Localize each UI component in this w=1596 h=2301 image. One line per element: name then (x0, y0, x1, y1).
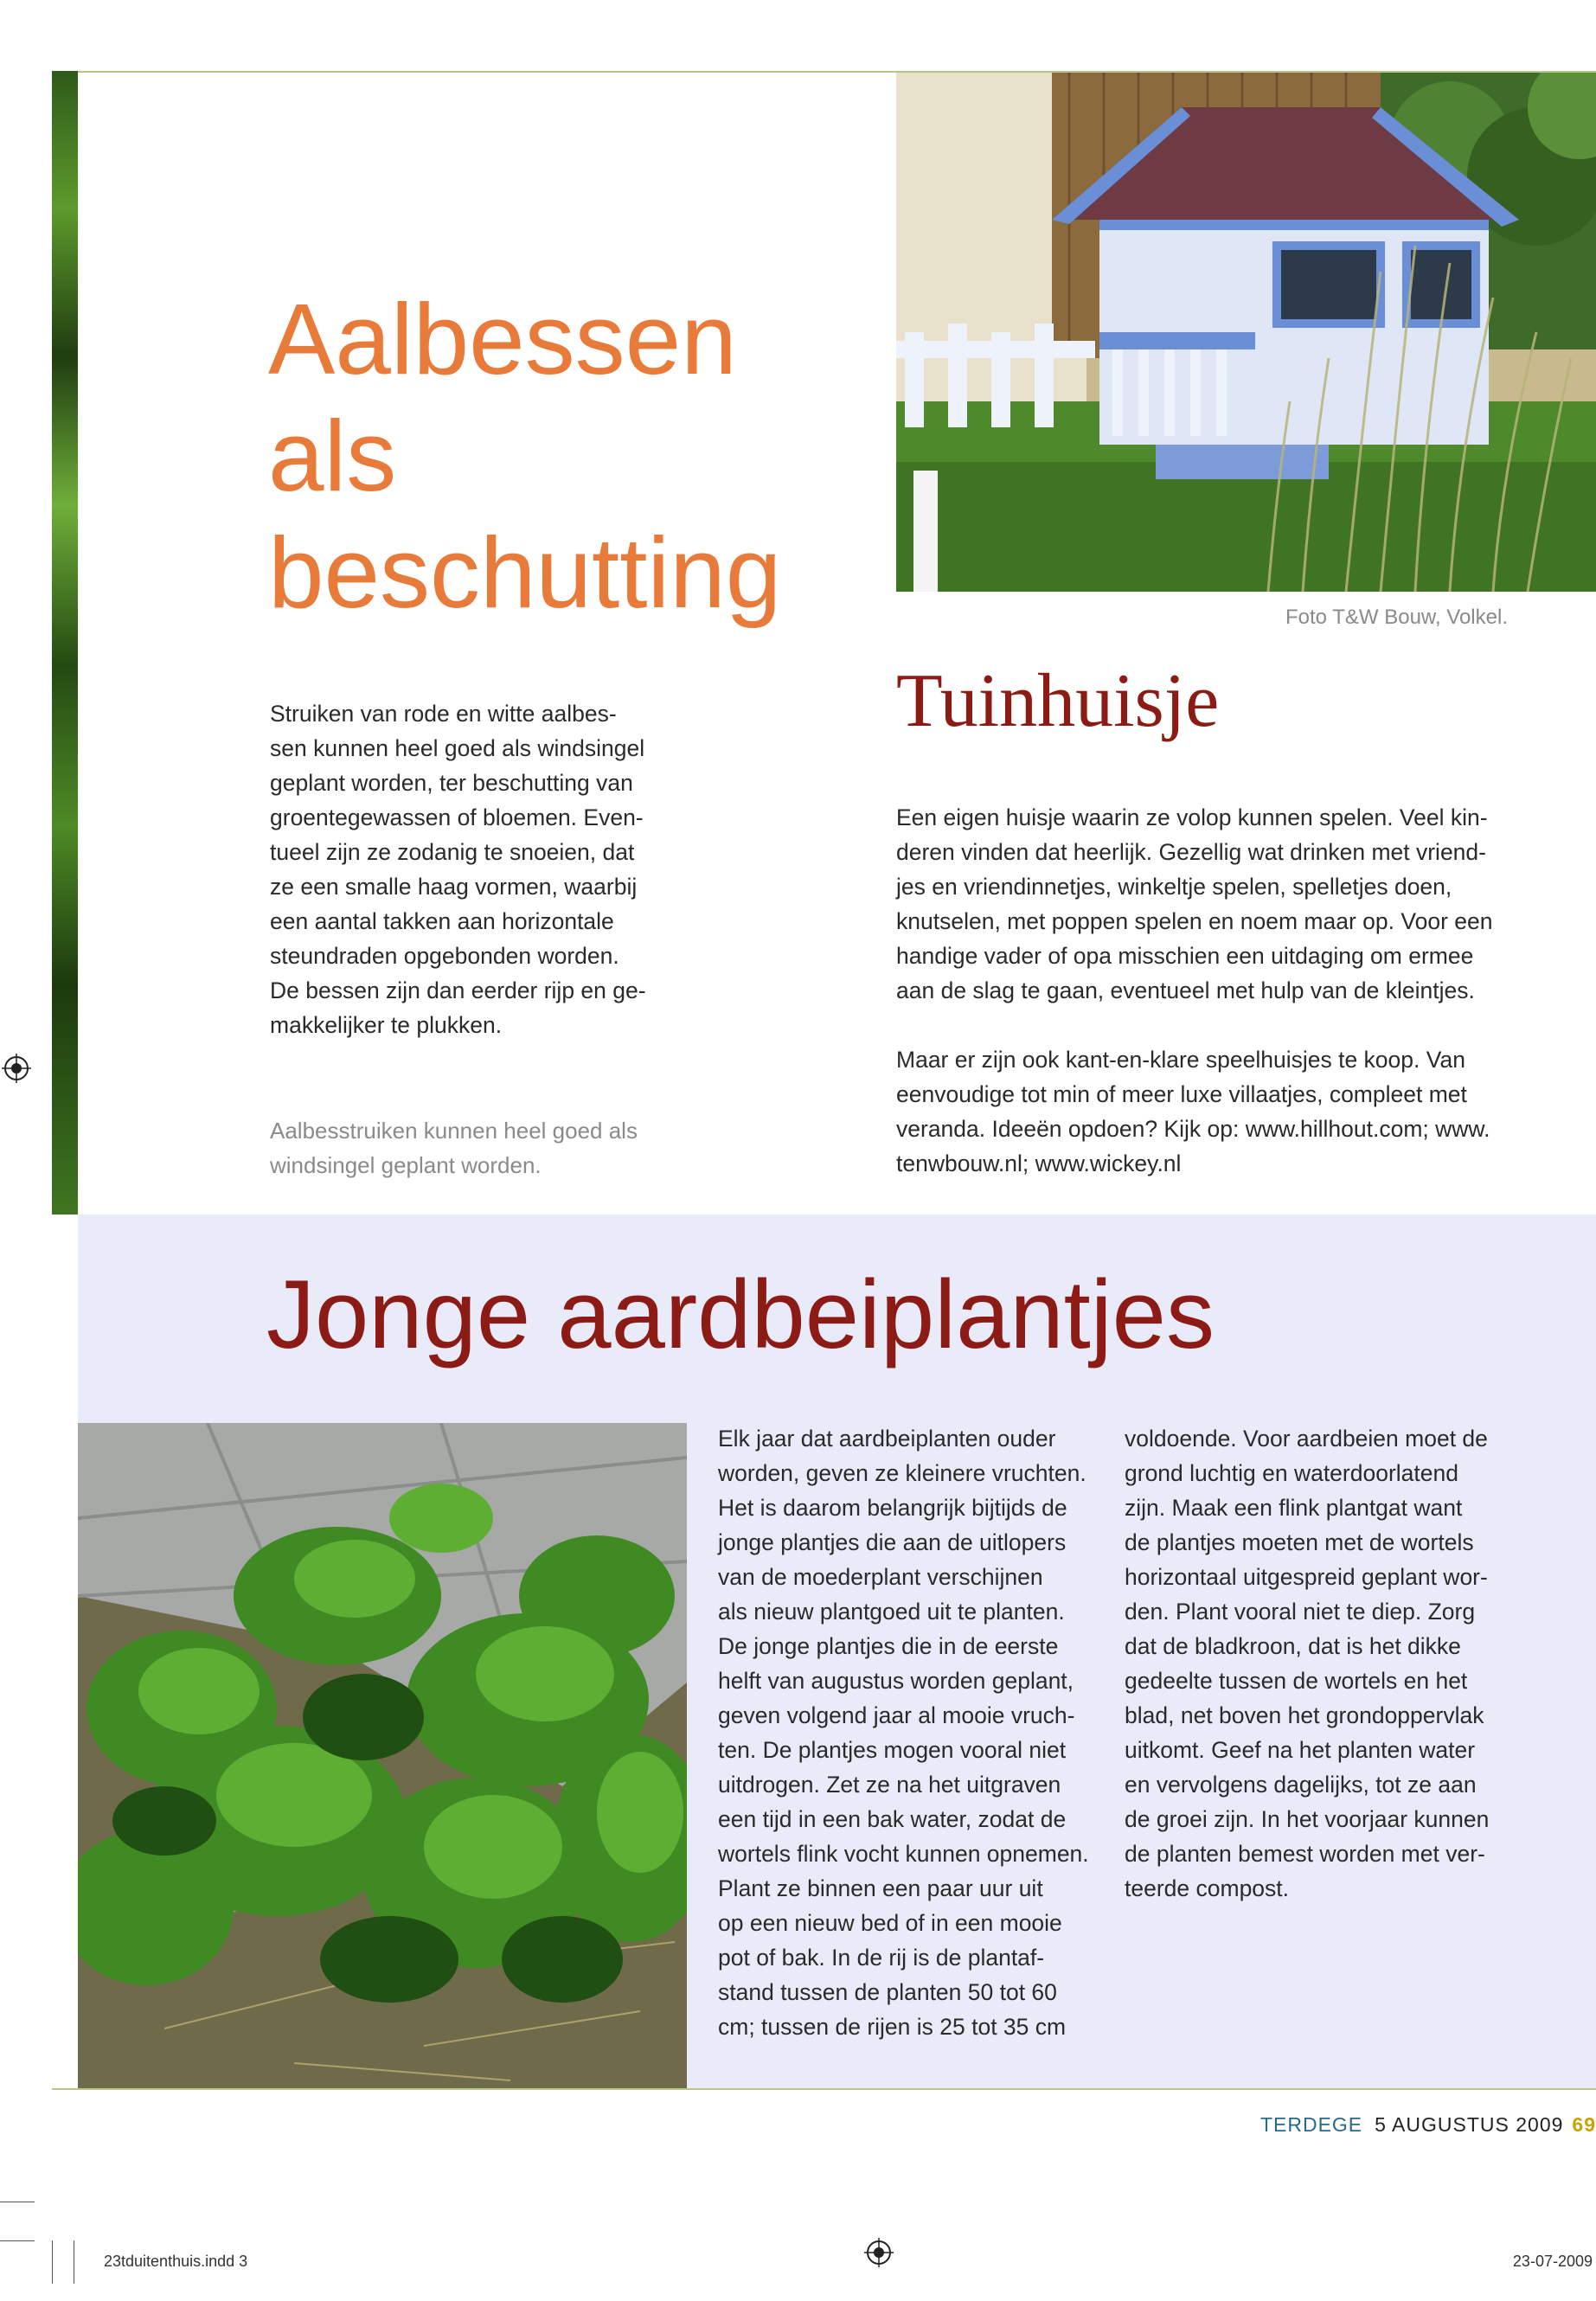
text-line: pot of bak. In de rij is de plantaf- (718, 1945, 1045, 1971)
issue-date: 5 AUGUSTUS 2009 (1375, 2113, 1564, 2136)
text-line: makkelijker te plukken. (270, 1012, 503, 1038)
crop-mark (52, 2240, 53, 2284)
text-line: geplant worden, ter beschutting van (270, 770, 633, 796)
title-line: als (268, 400, 397, 512)
text-line: en vervolgens dagelijks, tot ze aan (1125, 1772, 1477, 1798)
photo-credit: Foto T&W Bouw, Volkel. (1285, 606, 1508, 629)
aardbei-title: Jonge aardbeiplantjes (266, 1260, 1215, 1368)
aalbessen-body (270, 696, 668, 1042)
text-line: voldoende. Voor aardbeien moet de (1125, 1426, 1488, 1452)
aalbessen-title (268, 281, 856, 631)
text-line: De jonge plantjes die in de eerste (718, 1633, 1059, 1659)
page-number: 69 (1572, 2113, 1596, 2136)
paragraph (896, 800, 1519, 1008)
text-line: jonge plantjes die aan de uitlopers (718, 1529, 1067, 1555)
aardbei-column-2 (1125, 1421, 1505, 1906)
text-line: knutselen, met poppen spelen en noem maar op. Voor een (896, 908, 1493, 934)
caption-line: windsingel geplant worden. (270, 1152, 542, 1178)
text-line: van de moederplant verschijnen (718, 1564, 1043, 1590)
playhouse-photo (896, 73, 1596, 592)
tuinhuisje-body (896, 800, 1519, 1215)
paragraph (896, 1042, 1519, 1181)
text-line: uitkomt. Geef na het planten water (1125, 1737, 1476, 1763)
text-line: de planten bemest worden met ver- (1125, 1841, 1485, 1867)
text-line: cm; tussen de rijen is 25 tot 35 cm (718, 2014, 1067, 2040)
text-line: jes en vriendinnetjes, winkeltje spelen, spelletjes doen, (896, 874, 1452, 900)
text-line: worden, geven ze kleinere vruchten. (718, 1460, 1086, 1486)
text-line: uitdrogen. Zet ze na het uitgraven (718, 1772, 1061, 1798)
text-line: ten. De plantjes mogen vooral niet (718, 1737, 1067, 1763)
text-line: een aantal takken aan horizontale (270, 908, 614, 934)
text-line: steundraden opgebonden worden. (270, 943, 619, 969)
title-line: beschutting (268, 516, 782, 629)
text-line: als nieuw plantgoed uit te planten. (718, 1599, 1065, 1625)
text-line: de plantjes moeten met de wortels (1125, 1529, 1474, 1555)
text-line: helft van augustus worden geplant, (718, 1668, 1074, 1694)
text-line: sen kunnen heel goed als windsingel (270, 735, 645, 761)
text-line: horizontaal uitgespreid geplant wor- (1125, 1564, 1488, 1590)
text-line: groentegewassen of bloemen. Even- (270, 804, 644, 830)
text-line: grond luchtig en waterdoorlatend (1125, 1460, 1458, 1486)
text-line: ze een smalle haag vormen, waarbij (270, 874, 638, 900)
text-line: Struiken van rode en witte aalbes- (270, 701, 617, 727)
text-line: Elk jaar dat aardbeiplanten ouder (718, 1426, 1056, 1452)
left-photo-strip (52, 71, 78, 1215)
crop-mark (0, 2240, 35, 2241)
text-line: handige vader of opa misschien een uitdaging om ermee (896, 943, 1474, 969)
text-line: zijn. Maak een flink plantgat want (1125, 1495, 1463, 1521)
page-footer (1260, 2113, 1596, 2137)
text-line: veranda. Ideeën opdoen? Kijk op: www.hillhout.com; www. (896, 1116, 1490, 1142)
text-line: stand tussen de planten 50 tot 60 (718, 1979, 1057, 2005)
bottom-rule (52, 2088, 1596, 2090)
slug-date: 23-07-2009 (1512, 2253, 1593, 2270)
registration-mark-icon (2, 1054, 31, 1083)
aardbei-column-1 (718, 1421, 1099, 2044)
text-line: wortels flink vocht kunnen opnemen. (718, 1841, 1089, 1867)
text-line: Plant ze binnen een paar uur uit (718, 1875, 1043, 1901)
magazine-brand: TERDEGE (1259, 2113, 1363, 2136)
text-line: Het is daarom belangrijk bijtijds de (718, 1495, 1067, 1521)
strawberry-photo (78, 1423, 687, 2088)
text-line: de groei zijn. In het voorjaar kunnen (1125, 1806, 1490, 1832)
text-line: geven volgend jaar al mooie vruch- (718, 1702, 1075, 1728)
text-line: op een nieuw bed of in een mooie (718, 1910, 1062, 1936)
text-line: een tijd in een bak water, zodat de (718, 1806, 1067, 1832)
text-line: deren vinden dat heerlijk. Gezellig wat drinken met vriend- (896, 839, 1486, 865)
text-line: gedeelte tussen de wortels en het (1125, 1668, 1468, 1694)
text-line: aan de slag te gaan, eventueel met hulp van de kleintjes. (896, 977, 1475, 1003)
text-line: blad, net boven het grondoppervlak (1125, 1702, 1484, 1728)
text-line: tueel zijn ze zodanig te snoeien, dat (270, 839, 635, 865)
text-line: eenvoudige tot min of meer luxe villaatjes, compleet met (896, 1081, 1467, 1107)
title-line: Aalbessen (268, 283, 737, 395)
text-line: tenwbouw.nl; www.wickey.nl (896, 1150, 1182, 1176)
aalbessen-caption (270, 1113, 668, 1183)
tuinhuisje-title: Tuinhuisje (896, 659, 1220, 743)
text-line: teerde compost. (1125, 1875, 1290, 1901)
text-line: Een eigen huisje waarin ze volop kunnen spelen. Veel kin- (896, 804, 1488, 830)
registration-mark-icon (864, 2238, 894, 2267)
caption-line: Aalbesstruiken kunnen heel goed als (270, 1118, 638, 1144)
text-line: den. Plant vooral niet te diep. Zorg (1125, 1599, 1476, 1625)
text-line: Maar er zijn ook kant-en-klare speelhuisjes te koop. Van (896, 1047, 1465, 1073)
text-line: De bessen zijn dan eerder rijp en ge- (270, 977, 646, 1003)
text-line: dat de bladkroon, dat is het dikke (1125, 1633, 1461, 1659)
slug-filename: 23tduitenthuis.indd 3 (104, 2253, 248, 2270)
